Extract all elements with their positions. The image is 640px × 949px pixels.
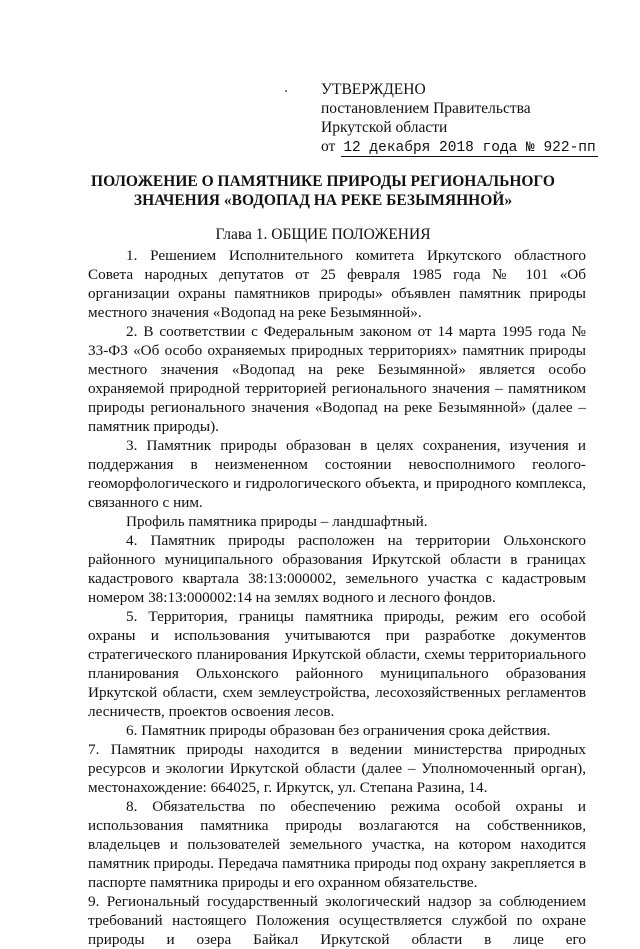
document-body [88, 246, 586, 949]
paragraph-2: 2. В соответствии с Федеральным законом от 14 марта 1995 года № 33-ФЗ «Об особо охраняемых природных территориях» памятник природы местного значения «Водопад на реке Безымянной» является особо охраняемой природной территорией регионального значения – памятником природы регионального значения «Водопад на реке Безымянной» (далее – памятник природы). [88, 323, 586, 435]
approval-line-2: Иркутской области [321, 119, 448, 136]
approval-date-row [321, 137, 598, 158]
paragraph-4: 4. Памятник природы расположен на территории Ольхонского районного муниципального образования Иркутской области в границах кадастрового квартала 38:13:000002, земельного участка с кадастровым номером 38:13:000002:14 на землях водного и лесного фондов. [88, 532, 586, 606]
paragraph-9: 9. Региональный государственный экологический надзор за соблюдением требований настоящего Положения осуществляется службой по охране природы и озера Байкал Иркутской области в лице его [88, 893, 586, 948]
scan-dot [285, 90, 287, 92]
approval-line-1: постановлением Правительства [321, 100, 531, 117]
paragraph-8: 8. Обязательства по обеспечению режима особой охраны и использования памятника природы возлагаются на собственников, владельцев и пользователей земельного участка, на котором находится памятник природы. Передача памятника природы под охрану закрепляется в паспорте памятника природы и его охранном обязательстве. [88, 798, 586, 891]
approval-block [321, 80, 598, 158]
paragraph-6: 6. Памятник природы образован без ограничения срока действия. [126, 722, 551, 739]
paragraph-3: 3. Памятник природы образован в целях сохранения, изучения и поддержания в неизмененном состоянии невосполнимого геолого-геоморфологического и гидрологического объекта, и природного комплекса, связанного с ним. [88, 437, 586, 511]
paragraph-5: 5. Территория, границы памятника природы, режим его особой охраны и использования учитываются при разработке документов стратегического планирования Иркутской области, схемы территориального планирования Ольхонского районного муниципального образования Иркутской области, схем землеустройства, лесохозяйственных регламентов лесничеств, проектов освоения лесов. [88, 608, 586, 720]
document-title-line-1: ПОЛОЖЕНИЕ О ПАМЯТНИКЕ ПРИРОДЫ РЕГИОНАЛЬНОГО [91, 173, 555, 190]
approval-date-prefix: от [321, 138, 336, 155]
approval-heading: УТВЕРЖДЕНО [321, 81, 426, 98]
document-title-line-2: ЗНАЧЕНИЯ «ВОДОПАД НА РЕКЕ БЕЗЫМЯННОЙ» [133, 192, 513, 209]
paragraph-3-profile: Профиль памятника природы – ландшафтный. [126, 513, 428, 530]
paragraph-7: 7. Памятник природы находится в ведении министерства природных ресурсов и экологии Иркутской области (далее – Уполномоченный орган), местонахождение: 664025, г. Иркутск, ул. Степана Разина, 14. [88, 741, 586, 796]
paragraph-1: 1. Решением Исполнительного комитета Иркутского областного Совета народных депутатов от 25 февраля 1985 года № 101 «Об организации охраны памятников природы» объявлен памятник природы местного значения «Водопад на реке Безымянной». [88, 247, 586, 321]
document-title [88, 172, 558, 210]
approval-date-value: 12 декабря 2018 года № 922-пп [343, 140, 596, 156]
chapter-heading: Глава 1. ОБЩИЕ ПОЛОЖЕНИЯ [215, 226, 431, 243]
